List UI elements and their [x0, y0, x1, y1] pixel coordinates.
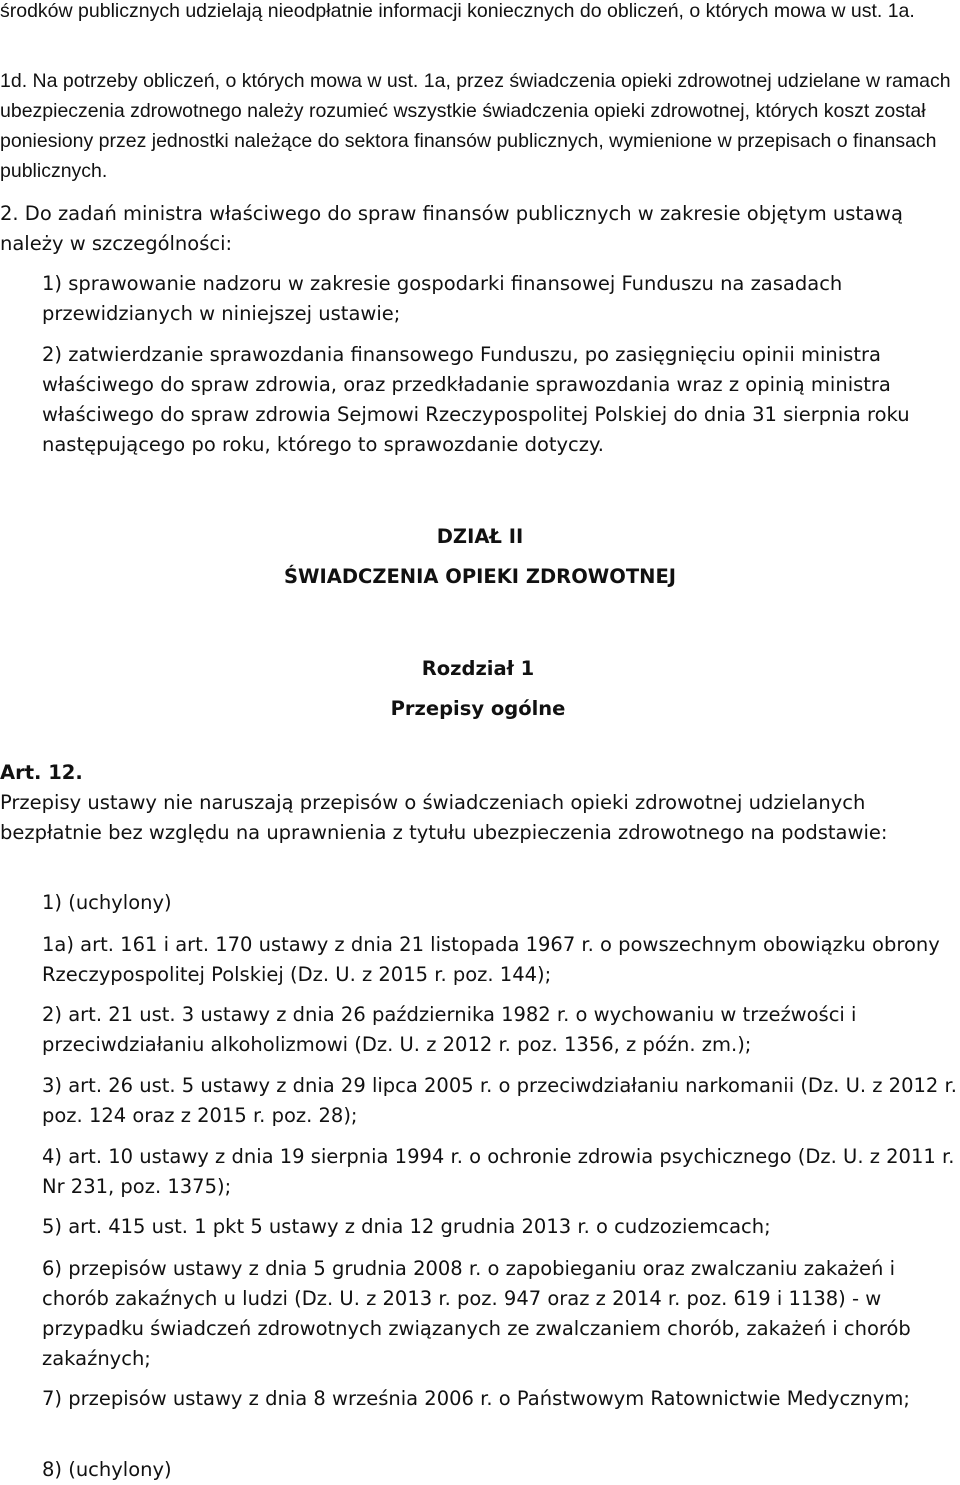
list-item: 8) (uchylony) — [42, 1458, 172, 1481]
paragraph-2: 2. Do zadań ministra właściwego do spraw finansów publicznych w zakresie objętym ustawą należy w szczególności: — [0, 202, 903, 255]
chapter-title: Przepisy ogólne — [390, 697, 566, 720]
list-item: 2) art. 21 ust. 3 ustawy z dnia 26 października 1982 r. o wychowaniu w trzeźwości i przeciwdziałaniu alkoholizmowi (Dz. U. z 2012 r. poz. 1356, z późn. zm.); — [42, 1003, 857, 1056]
article-label: Art. 12. — [0, 761, 83, 784]
list-item: 1) sprawowanie nadzoru w zakresie gospodarki finansowej Funduszu na zasadach przewidzianych w niniejszej ustawie; — [42, 272, 843, 325]
paragraph-1d: 1d. Na potrzeby obliczeń, o których mowa w ust. 1a, przez świadczenia opieki zdrowotnej udzielane w ramach ubezpieczenia zdrowotnego należy rozumieć wszystkie świadczenia opieki zdrowotnej, których koszt został poniesiony przez jednostki należące do sektora finansów publicznych, wymienione w przepisach o finansach publicznych. — [0, 70, 951, 182]
division-label: DZIAŁ II — [436, 525, 524, 548]
list-item: 7) przepisów ustawy z dnia 8 września 2006 r. o Państwowym Ratownictwie Medycznym; — [42, 1387, 910, 1410]
top-fragment-paragraph: środków publicznych udzielają nieodpłatnie informacji koniecznych do obliczeń, o których mowa w ust. 1a. — [0, 0, 915, 22]
chapter-label: Rozdział 1 — [421, 657, 535, 680]
list-item: 6) przepisów ustawy z dnia 5 grudnia 2008 r. o zapobieganiu oraz zwalczaniu zakażeń i chorób zakaźnych u ludzi (Dz. U. z 2013 r. poz. 947 oraz z 2014 r. poz. 619 i 1138) - w przypadku świadczeń zdrowotnych związanych ze zwalczaniem chorób, zakażeń i chorób zakaźnych; — [42, 1257, 911, 1370]
list-item: 4) art. 10 ustawy z dnia 19 sierpnia 1994 r. o ochronie zdrowia psychicznego (Dz. U. z 2011 r. Nr 231, poz. 1375); — [42, 1145, 955, 1198]
list-item: 2) zatwierdzanie sprawozdania finansowego Funduszu, po zasięgnięciu opinii ministra właściwego do spraw zdrowia, oraz przedkładanie sprawozdania wraz z opinią ministra właściwego do spraw zdrowia Sejmowi Rzeczypospolitej Polskiej do dnia 31 sierpnia roku następującego po roku, którego to sprawozdanie dotyczy. — [42, 343, 910, 456]
list-item: 1a) art. 161 i art. 170 ustawy z dnia 21 listopada 1967 r. o powszechnym obowiązku obrony Rzeczypospolitej Polskiej (Dz. U. z 2015 r. poz. 144); — [42, 933, 940, 986]
list-item: 5) art. 415 ust. 1 pkt 5 ustawy z dnia 12 grudnia 2013 r. o cudzoziemcach; — [42, 1215, 771, 1238]
article-intro: Przepisy ustawy nie naruszają przepisów o świadczeniach opieki zdrowotnej udzielanych bezpłatnie bez względu na uprawnienia z tytułu ubezpieczenia zdrowotnego na podstawie: — [0, 791, 888, 844]
list-item: 1) (uchylony) — [42, 891, 172, 914]
list-item: 3) art. 26 ust. 5 ustawy z dnia 29 lipca 2005 r. o przeciwdziałaniu narkomanii (Dz. U. z 2012 r. poz. 124 oraz z 2015 r. poz. 28); — [42, 1074, 957, 1127]
division-title: ŚWIADCZENIA OPIEKI ZDROWOTNEJ — [283, 565, 677, 588]
